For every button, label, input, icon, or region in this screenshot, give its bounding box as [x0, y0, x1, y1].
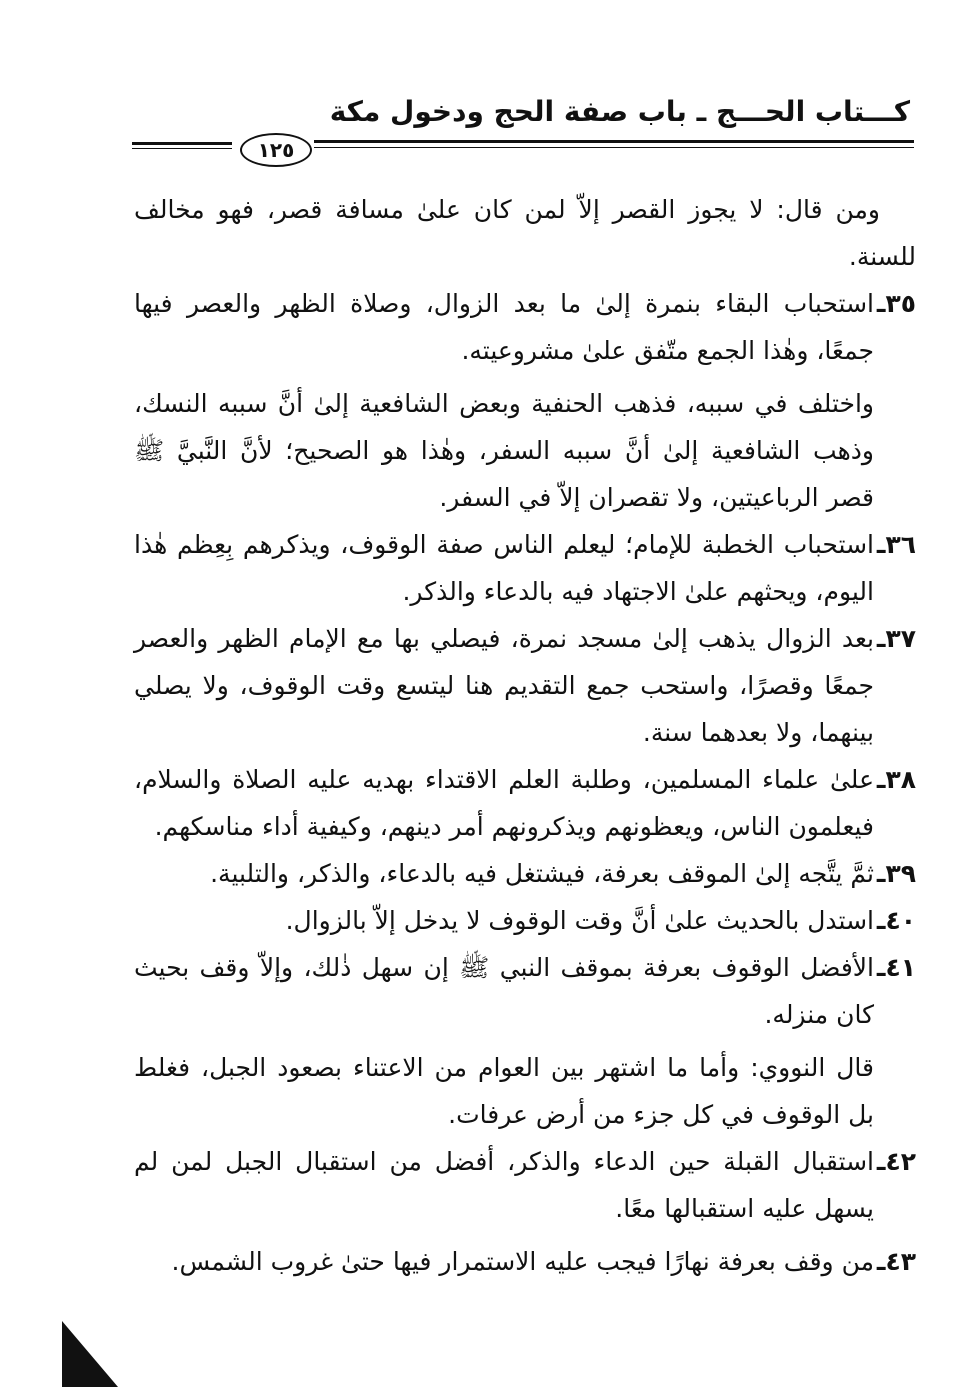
rule-right-thin [314, 147, 914, 148]
item-number: ٤٠ـ [876, 906, 916, 935]
item-text: استقبال القبلة حين الدعاء والذكر، أفضل من استقبال الجبل لمن لم يسهل عليه استقبالها معًا. [134, 1147, 874, 1223]
item-text: بعد الزوال يذهب إلىٰ مسجد نمرة، فيصلي بها مع الإمام الظهر والعصر جمعًا وقصرًا، واستحب جمع التقديم هنا ليتسع وقت الوقوف، ولا يصلي بينهما، ولا بعدهما سنة. [134, 624, 874, 747]
main-text [134, 186, 916, 1285]
item-text: استدل بالحديث علىٰ أنَّ وقت الوقوف لا يدخل إلاّ بالزوال. [285, 906, 874, 935]
item-number: ٣٨ـ [876, 765, 916, 794]
item-text: استحباب الخطبة للإمام؛ ليعلم الناس صفة الوقوف، ويذكرهم بِعِظم هٰذا اليوم، ويحثهم علىٰ الاجتهاد فيه بالدعاء والذكر. [134, 530, 874, 606]
item-40 [134, 897, 916, 944]
item-text: قال النووي: وأما ما اشتهر بين العوام من الاعتناء بصعود الجبل، فغلط بل الوقوف في كل جزء من أرض عرفات. [134, 1053, 874, 1129]
item-number: ٣٩ـ [876, 859, 916, 888]
item-text: ثمَّ يتَّجه إلىٰ الموقف بعرفة، فيشتغل فيه بالدعاء، والذكر، والتلبية. [210, 859, 874, 888]
item-text: استحباب البقاء بنمرة إلىٰ ما بعد الزوال، وصلاة الظهر والعصر فيها جمعًا، وهٰذا الجمع متّفق علىٰ مشروعيته. [134, 289, 874, 365]
item-number: ٤١ـ [876, 953, 916, 982]
item-number: ٣٥ـ [876, 289, 916, 318]
running-header: كـــتاب الحـــج ـ باب صفة الحج ودخول مكة [329, 95, 910, 128]
item-41 [134, 944, 916, 1038]
item-37 [134, 615, 916, 756]
item-41-note [134, 1044, 916, 1138]
item-text: الأفضل الوقوف بعرفة بموقف النبي ﷺ إن سهل ذٰلك، وإلاّ وقف بحيث كان منزله. [134, 953, 874, 1029]
item-text: واختلف في سببه، فذهب الحنفية وبعض الشافعية إلىٰ أنَّ سببه النسك، وذهب الشافعية إلىٰ أنَّ سببه السفر، وهٰذا هو الصحيح؛ لأنَّ النَّبيَّ ﷺ قصر الرباعيتين، ولا تقصران إلاّ في السفر. [134, 389, 874, 512]
page-number: ١٢٥ [240, 133, 312, 167]
rule-right-thick [314, 140, 914, 143]
item-35-note [134, 380, 916, 521]
item-35 [134, 280, 916, 374]
rule-left-thick [132, 142, 232, 145]
item-36 [134, 521, 916, 615]
item-42 [134, 1138, 916, 1232]
item-number: ٤٢ـ [876, 1147, 916, 1176]
item-43 [134, 1238, 916, 1285]
item-number: ٣٧ـ [876, 624, 916, 653]
item-39 [134, 850, 916, 897]
rule-left-thin [132, 148, 232, 149]
item-number: ٤٣ـ [876, 1247, 916, 1276]
intro-paragraph: ومن قال: لا يجوز القصر إلاّ لمن كان علىٰ مسافة قصر، فهو مخالف للسنة. [134, 195, 916, 271]
item-text: من وقف بعرفة نهارًا فيجب عليه الاستمرار فيها حتىٰ غروب الشمس. [171, 1247, 874, 1276]
page-corner-triangle [62, 1321, 118, 1387]
item-38 [134, 756, 916, 850]
item-number: ٣٦ـ [876, 530, 916, 559]
item-text: علىٰ علماء المسلمين، وطلبة العلم الاقتداء بهديه عليه الصلاة والسلام، فيعلمون الناس، ويعظونهم ويذكرونهم أمر دينهم، وكيفية أداء مناسكهم. [134, 765, 874, 841]
